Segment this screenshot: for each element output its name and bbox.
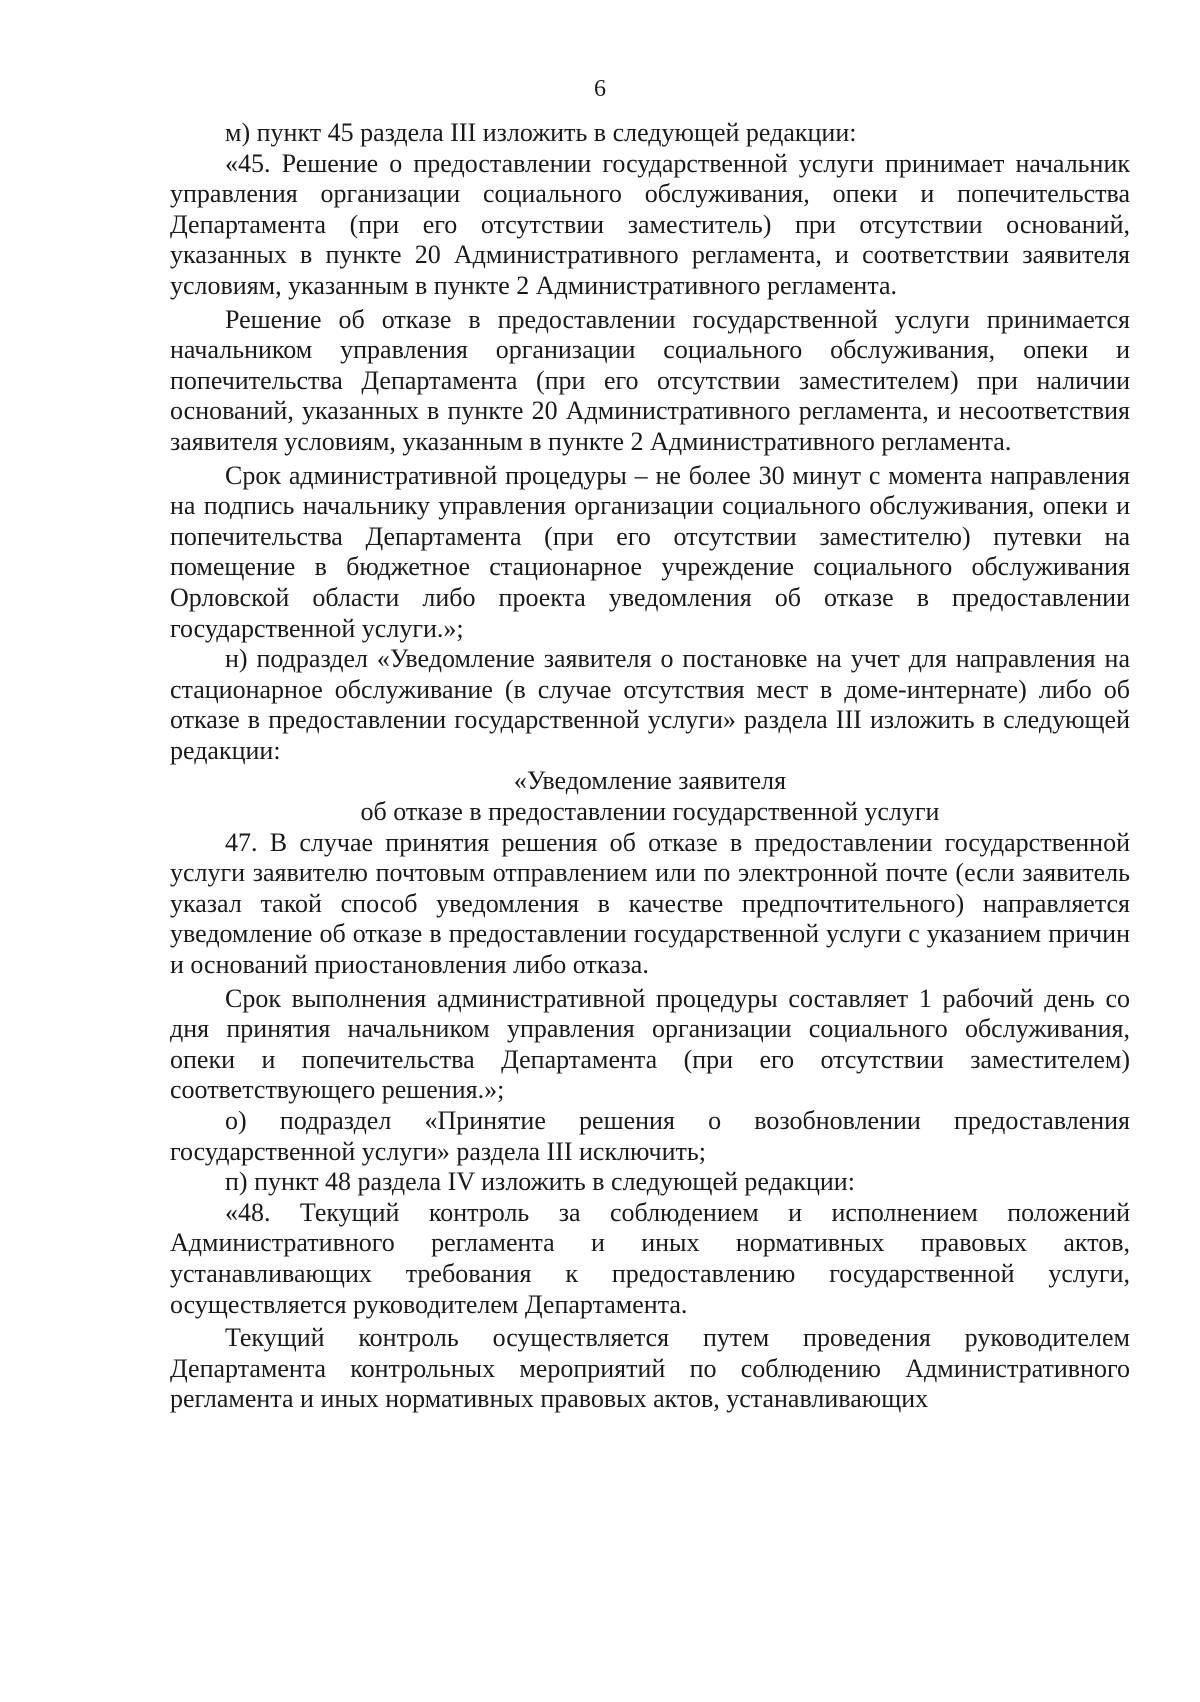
subsection-heading-line-1: «Уведомление заявителя [513,766,787,796]
paragraph-execution-term: Срок выполнения административной процедуры составляет 1 рабочий день со дня принятия начальником управления организации социального обслуживания, опеки и попечительства Департамента (при его отсутствии заместителем) соответствующего решения.»; [170,983,1130,1105]
paragraph-45: «45. Решение о предоставлении государственной услуги принимает начальник управления организации социального обслуживания, опеки и попечительства Департамента (при его отсутствии заместитель) при отсутствии оснований, указанных в пункте 20 Административного регламента, и соответствии заявителя условиям, указанным в пункте 2 Административного регламента. [170,148,1130,300]
paragraph-m: м) пункт 45 раздела III изложить в следующей редакции: [225,118,857,147]
document-body [170,118,1130,1415]
paragraph-procedure-term: Срок административной процедуры – не более 30 минут с момента направления на подпись начальнику управления организации социального обслуживания, опеки и попечительства Департамента (при его отсутствии заместителю) путевки на помещение в бюджетное стационарное учреждение социального обслуживания Орловской области либо проекта уведомления об отказе в предоставлении государственной услуги.»; [170,460,1130,643]
paragraph-n: н) подраздел «Уведомление заявителя о постановке на учет для направления на стационарное обслуживание (в случае отсутствия мест в доме-интернате) либо об отказе в предоставлении государственной услуги» раздела III изложить в следующей редакции: [170,644,1130,765]
subsection-heading-line-2: об отказе в предоставлении государственной услуги [360,797,940,827]
paragraph-o: о) подраздел «Принятие решения о возобновлении предоставления государственной услуги» раздела III исключить; [170,1106,1130,1166]
paragraph-47: 47. В случае принятия решения об отказе в предоставлении государственной услуги заявителю почтовым отправлением или по электронной почте (если заявитель указал такой способ уведомления в качестве предпочтительного) направляется уведомление об отказе в предоставлении государственной услуги с указанием причин и оснований приостановления либо отказа. [170,827,1130,980]
page-number: 6 [594,76,606,102]
paragraph-p: п) пункт 48 раздела IV изложить в следующей редакции: [225,1167,855,1197]
paragraph-refusal-decision: Решение об отказе в предоставлении государственной услуги принимается начальником управления организации социального обслуживания, опеки и попечительства Департамента (при его отсутствии заместителем) при наличии оснований, указанных в пункте 20 Административного регламента, и несоответствия заявителя условиям, указанным в пункте 2 Административного регламента. [170,304,1130,456]
paragraph-48: «48. Текущий контроль за соблюдением и исполнением положений Административного регламента и иных нормативных правовых актов, устанавливающих требования к предоставлению государственной услуги, осуществляется руководителем Департамента. [170,1197,1130,1319]
paragraph-current-control: Текущий контроль осуществляется путем проведения руководителем Департамента контрольных мероприятий по соблюдению Административного регламента и иных нормативных правовых актов, устанавливающих [170,1323,1130,1414]
